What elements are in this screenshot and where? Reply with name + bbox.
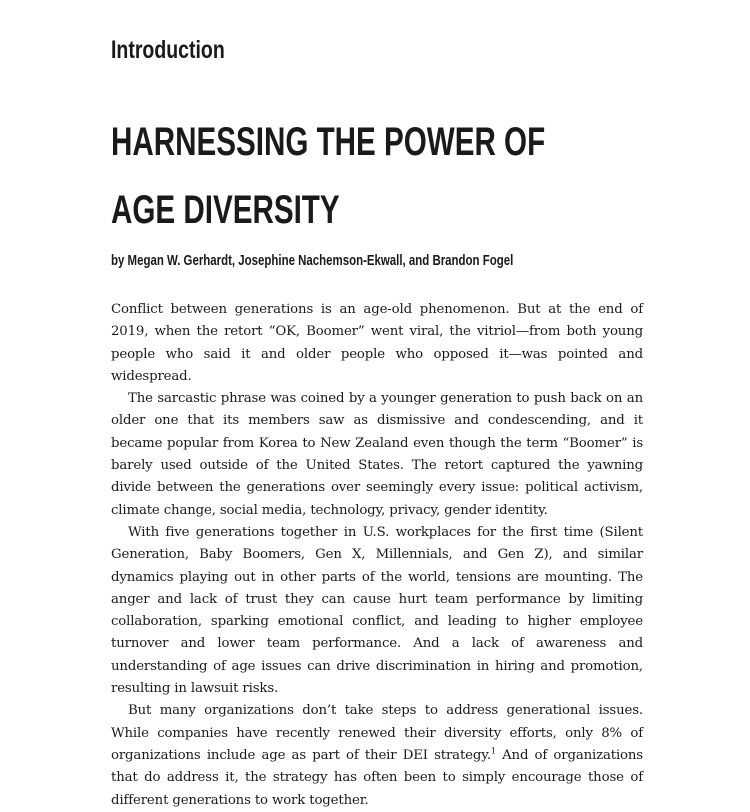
chapter-title: HARNESSING THE POWER OF AGE DIVERSITY (111, 120, 546, 232)
author-byline: by Megan W. Gerhardt, Josephine Nachemson-Ekwall, and Brandon Fogel (111, 253, 514, 269)
paragraph: The sarcastic phrase was coined by a younger generation to push back on an older one that its members saw as dismissive and condescending, and it became popular from Korea to New Zealand even though the term “Boomer” is barely used outside of the United States. The retort captured the yawning divide between the generations over seemingly every issue: political activism, climate change, social media, technology, privacy, gender identity. (111, 391, 643, 518)
paragraph-text: And of organizations that do address it, the strategy has often been to simply encourage those of different generations to work together. (111, 747, 643, 808)
section-label: Introduction (111, 36, 225, 64)
body-text (111, 299, 643, 812)
paragraph-text: But many organizations don’t take steps to address generational issues. While companies have recently renewed their diversity efforts, only 8% of organizations include age as part of their DEI strategy. (111, 703, 643, 763)
paragraph: Conflict between generations is an age-old phenomenon. But at the end of 2019, when the retort “OK, Boomer” went viral, the vitriol—from both young people who said it and older people who opposed it—was pointed and widespread. (111, 302, 643, 384)
paragraph (111, 700, 643, 811)
footnote-marker: 1 (490, 746, 496, 756)
paragraph: With five generations together in U.S. workplaces for the first time (Silent Generation, Baby Boomers, Gen X, Millennials, and Gen Z), and similar dynamics playing out in other parts of the world, tensions are mounting. The anger and lack of trust they can cause hurt team performance by limiting collaboration, sparking emotional conflict, and leading to higher employee turnover and lower team performance. And a lack of awareness and understanding of age issues can drive discrimination in hiring and promotion, resulting in lawsuit risks. (111, 524, 643, 697)
